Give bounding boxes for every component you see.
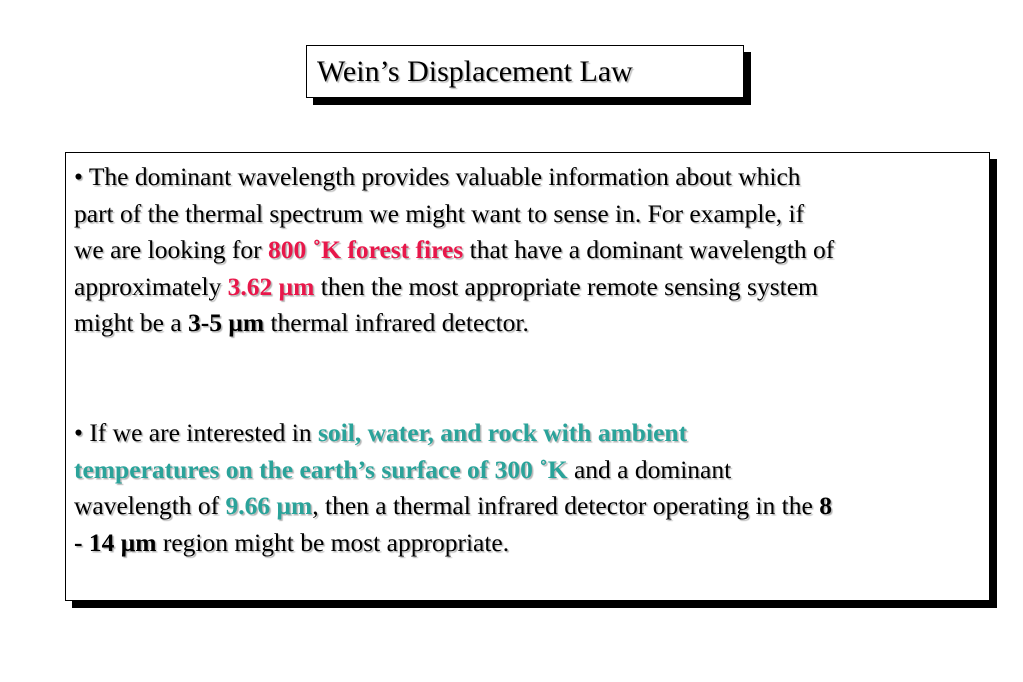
- paragraph-2: [74, 415, 832, 561]
- slide-title: Wein’s Displacement Law: [317, 55, 633, 88]
- p1-line5-a: might be a: [74, 308, 189, 337]
- p1-line4-a: approximately: [74, 271, 228, 301]
- p2-line2-b: and a dominant: [567, 454, 732, 484]
- p1-line5-b: thermal infrared detector.: [264, 308, 529, 337]
- ambient-highlight-1: soil, water, and rock with ambient: [318, 418, 688, 447]
- bullet: •: [74, 162, 83, 191]
- p2-line1-a: If we are interested in: [89, 418, 318, 447]
- forest-fires-highlight: 800 ˚K forest fires: [268, 235, 464, 264]
- detector-range-14: - 14 μm: [74, 527, 157, 557]
- paragraph-1: [74, 159, 834, 342]
- title-box: [306, 45, 744, 98]
- detector-range-8: 8: [819, 491, 832, 520]
- p2-line4-b: region might be most appropriate.: [156, 527, 510, 557]
- p2-line3-a: wavelength of: [74, 491, 226, 520]
- ambient-highlight-2: temperatures on the earth’s surface of 300 ˚K: [74, 454, 568, 484]
- content-box: [65, 152, 990, 601]
- bullet: •: [74, 418, 83, 447]
- p1-line1: The dominant wavelength provides valuable information about which: [88, 162, 801, 191]
- wavelength-966-highlight: 9.66 μm: [225, 491, 313, 520]
- p2-line3-b: , then a thermal infrared detector operating in the: [312, 491, 820, 520]
- p1-line2: part of the thermal spectrum we might want to sense in. For example, if: [74, 198, 805, 228]
- p1-line3-a: we are looking for: [74, 235, 269, 264]
- p1-line4-b: then the most appropriate remote sensing system: [314, 271, 818, 301]
- detector-range-3-5: 3-5 μm: [188, 308, 265, 337]
- wavelength-362-highlight: 3.62 μm: [227, 271, 315, 301]
- p1-line3-b: that have a dominant wavelength of: [463, 235, 835, 264]
